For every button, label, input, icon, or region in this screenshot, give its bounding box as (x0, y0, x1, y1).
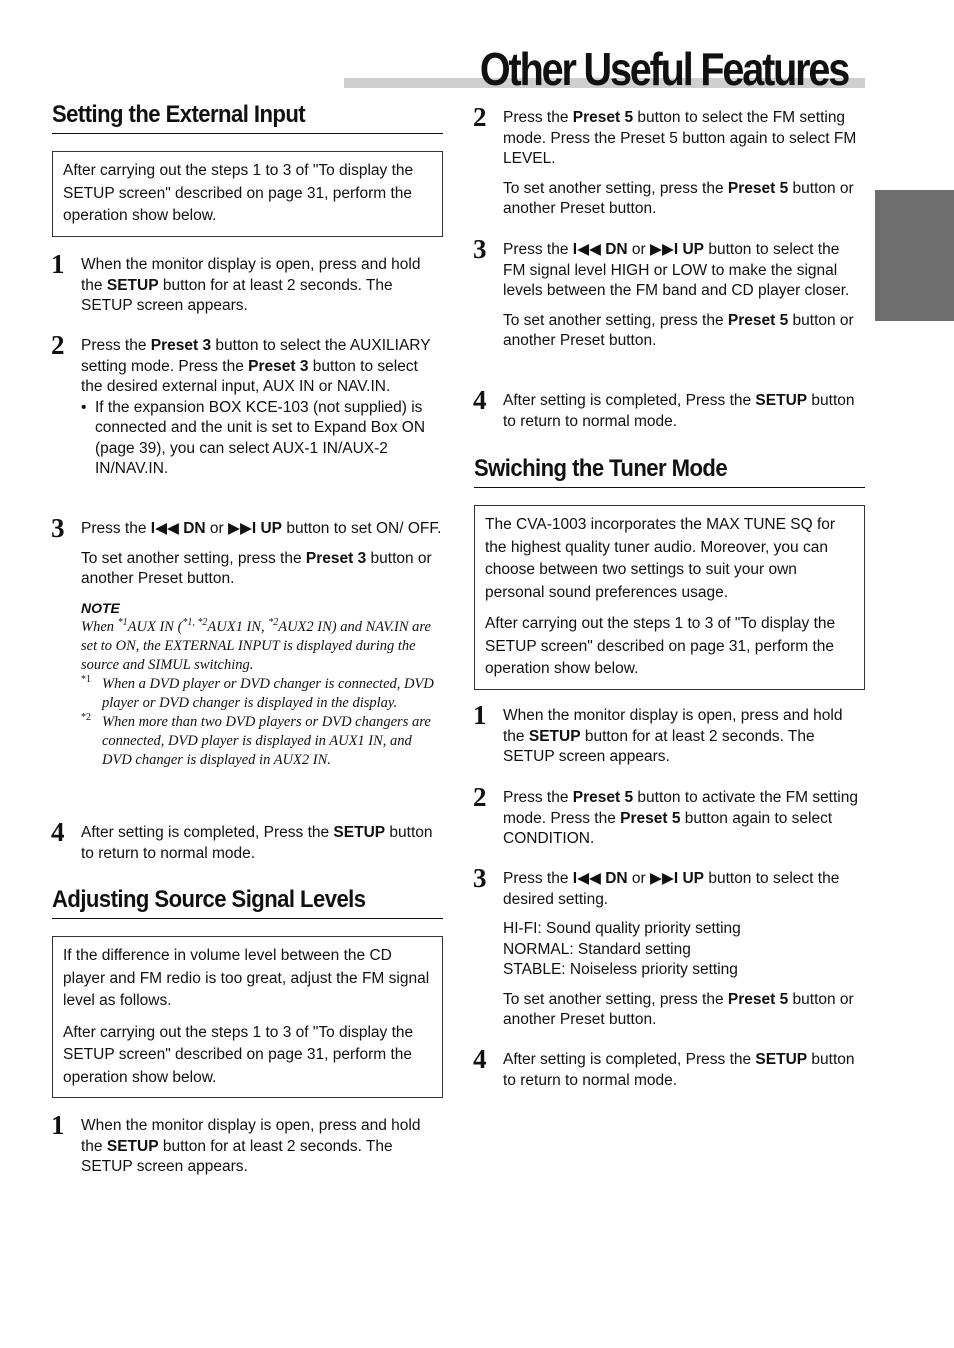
footnote-mark: *1 (81, 674, 91, 685)
intro-box (52, 936, 443, 1098)
footnote-2 (81, 713, 443, 770)
step-number: 4 (473, 385, 487, 415)
footnote-text: When more than two DVD players or DVD changers are connected, DVD player is displayed in AUX1 IN, and DVD changer is displayed in AUX2 IN. (102, 714, 431, 768)
step-text: button or another Preset button. (503, 311, 854, 349)
section-external-input (52, 101, 443, 134)
step-text: To set another setting, press the (81, 549, 306, 567)
step-number: 1 (51, 249, 65, 279)
step-text: button to activate the FM setting mode. Press the (503, 789, 858, 827)
button-name: SETUP (755, 392, 808, 409)
up-button-name: ▶▶I UP (650, 870, 705, 887)
button-name: Preset 3 (248, 357, 309, 375)
step-text: button for at least 2 seconds. The SETUP screen appears. (81, 1137, 393, 1175)
step-text: button to select the desired external input, AUX IN or NAV.IN. (81, 357, 418, 395)
step-text: When the monitor display is open, press and hold the (81, 256, 421, 294)
button-name: Preset 3 (305, 549, 367, 567)
step-3 (51, 513, 443, 770)
step-text: button to select the FM signal level HIGH or LOW to make the signal levels between the FM band and CD player closer. (503, 241, 850, 299)
step-number: 4 (473, 1044, 487, 1074)
intro-text: After carrying out the steps 1 to 3 of "To display the SETUP screen" described on page 31, perform the operation show below. (63, 1023, 414, 1086)
intro-text: After carrying out the steps 1 to 3 of "To display the SETUP screen" described on page 31, perform the operation show below. (63, 162, 414, 224)
step-text: When the monitor display is open, press and hold the (81, 1117, 421, 1155)
step-text: or (205, 520, 229, 537)
section-heading: Setting the External Input (52, 101, 306, 128)
footnote-text: When a DVD player or DVD changer is connected, DVD player or DVD changer is displayed in the display. (102, 676, 434, 711)
section-side-tab (875, 190, 954, 321)
step-number: 2 (51, 330, 65, 360)
step-text: Press the (503, 870, 573, 887)
step-number: 3 (473, 863, 487, 893)
page-title: Other Useful Features (479, 43, 848, 95)
step-text: button for at least 2 seconds. The SETUP screen appears. (503, 727, 815, 765)
step-3 (473, 234, 865, 352)
step-4 (473, 385, 865, 432)
dn-button-name: I◀◀ DN (572, 241, 628, 258)
button-name: Preset 5 (620, 809, 681, 827)
step-2 (51, 330, 443, 480)
button-name: SETUP (106, 276, 159, 294)
up-button-name: ▶▶I UP (228, 520, 283, 537)
step-text: Press the (503, 789, 573, 806)
button-name: SETUP (333, 824, 386, 841)
step-text: Press the (81, 337, 151, 354)
step-text: button to select the FM setting mode. Press the Preset 5 button again to select FM LEVEL. (503, 109, 857, 167)
step-text: button for at least 2 seconds. The SETUP screen appears. (81, 276, 393, 314)
intro-text: If the difference in volume level between the CD player and FM redio is too great, adjust the FM signal level as follows. (63, 947, 430, 1009)
step-text: Press the (503, 241, 573, 258)
intro-text: After carrying out the steps 1 to 3 of "To display the SETUP screen" described on page 31, perform the operation show below. (485, 615, 836, 677)
bullet-item: • If the expansion BOX KCE-103 (not supplied) is connected and the unit is set to Expand Box ON (page 39), you can select AUX-1 IN/AUX-2 IN/NAV.IN. (81, 398, 443, 480)
step-text: button to return to normal mode. (503, 1051, 855, 1089)
note-text: When $^{*1}$AUX IN ($^{*1, *2}$AUX1 IN, $^{*2}$AUX2 IN) and NAV.IN are set to ON, the EXTERNAL INPUT is displayed during the source and SIMUL switching. (81, 617, 431, 673)
intro-box (52, 151, 443, 237)
button-name: SETUP (106, 1137, 159, 1155)
section-heading: Adjusting Source Signal Levels (52, 886, 366, 913)
step-1 (51, 1110, 443, 1178)
button-name: Preset 5 (727, 179, 789, 197)
dn-button-name: I◀◀ DN (572, 870, 628, 887)
step-4 (473, 1044, 865, 1091)
button-name: SETUP (755, 1051, 808, 1068)
footnote-1 (81, 675, 443, 713)
step-text: After setting is completed, Press the (503, 392, 756, 409)
step-number: 2 (473, 782, 487, 812)
step-text: button to set ON/ OFF. (282, 520, 442, 537)
step-number: 1 (473, 700, 487, 730)
heading-rule (52, 918, 443, 919)
step-2 (473, 782, 865, 850)
section-heading: Swiching the Tuner Mode (474, 455, 728, 482)
step-number: 2 (473, 102, 487, 132)
step-2 (473, 102, 865, 220)
button-name: Preset 5 (572, 109, 634, 126)
step-text: or (627, 241, 651, 258)
step-text: Press the (81, 520, 151, 537)
step-1 (473, 700, 865, 768)
step-text: or (627, 870, 651, 887)
button-name: Preset 5 (572, 789, 634, 806)
heading-rule (474, 487, 865, 488)
step-text: When the monitor display is open, press and hold the (503, 707, 843, 745)
button-name: Preset 5 (727, 990, 789, 1008)
step-number: 3 (51, 513, 65, 543)
intro-box (474, 505, 865, 690)
step-text: button or another Preset button. (503, 179, 854, 217)
heading-rule (52, 133, 443, 134)
button-name: Preset 5 (727, 311, 789, 329)
step-text: button to select the desired setting. (503, 870, 840, 908)
step-text: After setting is completed, Press the (81, 824, 334, 841)
step-text: button to return to normal mode. (503, 392, 855, 430)
option-normal: NORMAL: Standard setting (503, 940, 691, 958)
step-number: 4 (51, 817, 65, 847)
option-hifi: HI-FI: Sound quality priority setting (503, 920, 741, 937)
step-1 (51, 249, 443, 317)
step-text: button or another Preset button. (503, 990, 854, 1028)
step-text: button to return to normal mode. (81, 824, 433, 862)
up-button-name: ▶▶I UP (650, 241, 705, 258)
step-4 (51, 817, 443, 864)
step-text: button again to select CONDITION. (503, 809, 833, 847)
step-number: 1 (51, 1110, 65, 1140)
step-text: Press the (503, 109, 573, 126)
step-number: 3 (473, 234, 487, 264)
dn-button-name: I◀◀ DN (150, 520, 206, 537)
section-tuner-mode (474, 455, 865, 488)
step-3 (473, 863, 865, 1031)
button-name: Preset 3 (150, 337, 212, 354)
option-stable: STABLE: Noiseless priority setting (503, 961, 738, 978)
step-text: To set another setting, press the (503, 311, 728, 329)
button-name: SETUP (528, 727, 581, 745)
step-text: To set another setting, press the (503, 990, 728, 1008)
section-signal-levels (52, 886, 443, 919)
footnote-mark: *2 (81, 712, 91, 723)
step-text: After setting is completed, Press the (503, 1051, 756, 1068)
intro-text: The CVA-1003 incorporates the MAX TUNE SQ for the highest quality tuner audio. Moreover, you can choose between two settings to suit your own personal sound preferences usage. (485, 516, 836, 601)
step-text: button to select the AUXILIARY setting mode. Press the (81, 337, 431, 375)
step-text: button or another Preset button. (81, 549, 432, 587)
step-text: To set another setting, press the (503, 179, 728, 197)
note-label: NOTE (81, 599, 120, 616)
